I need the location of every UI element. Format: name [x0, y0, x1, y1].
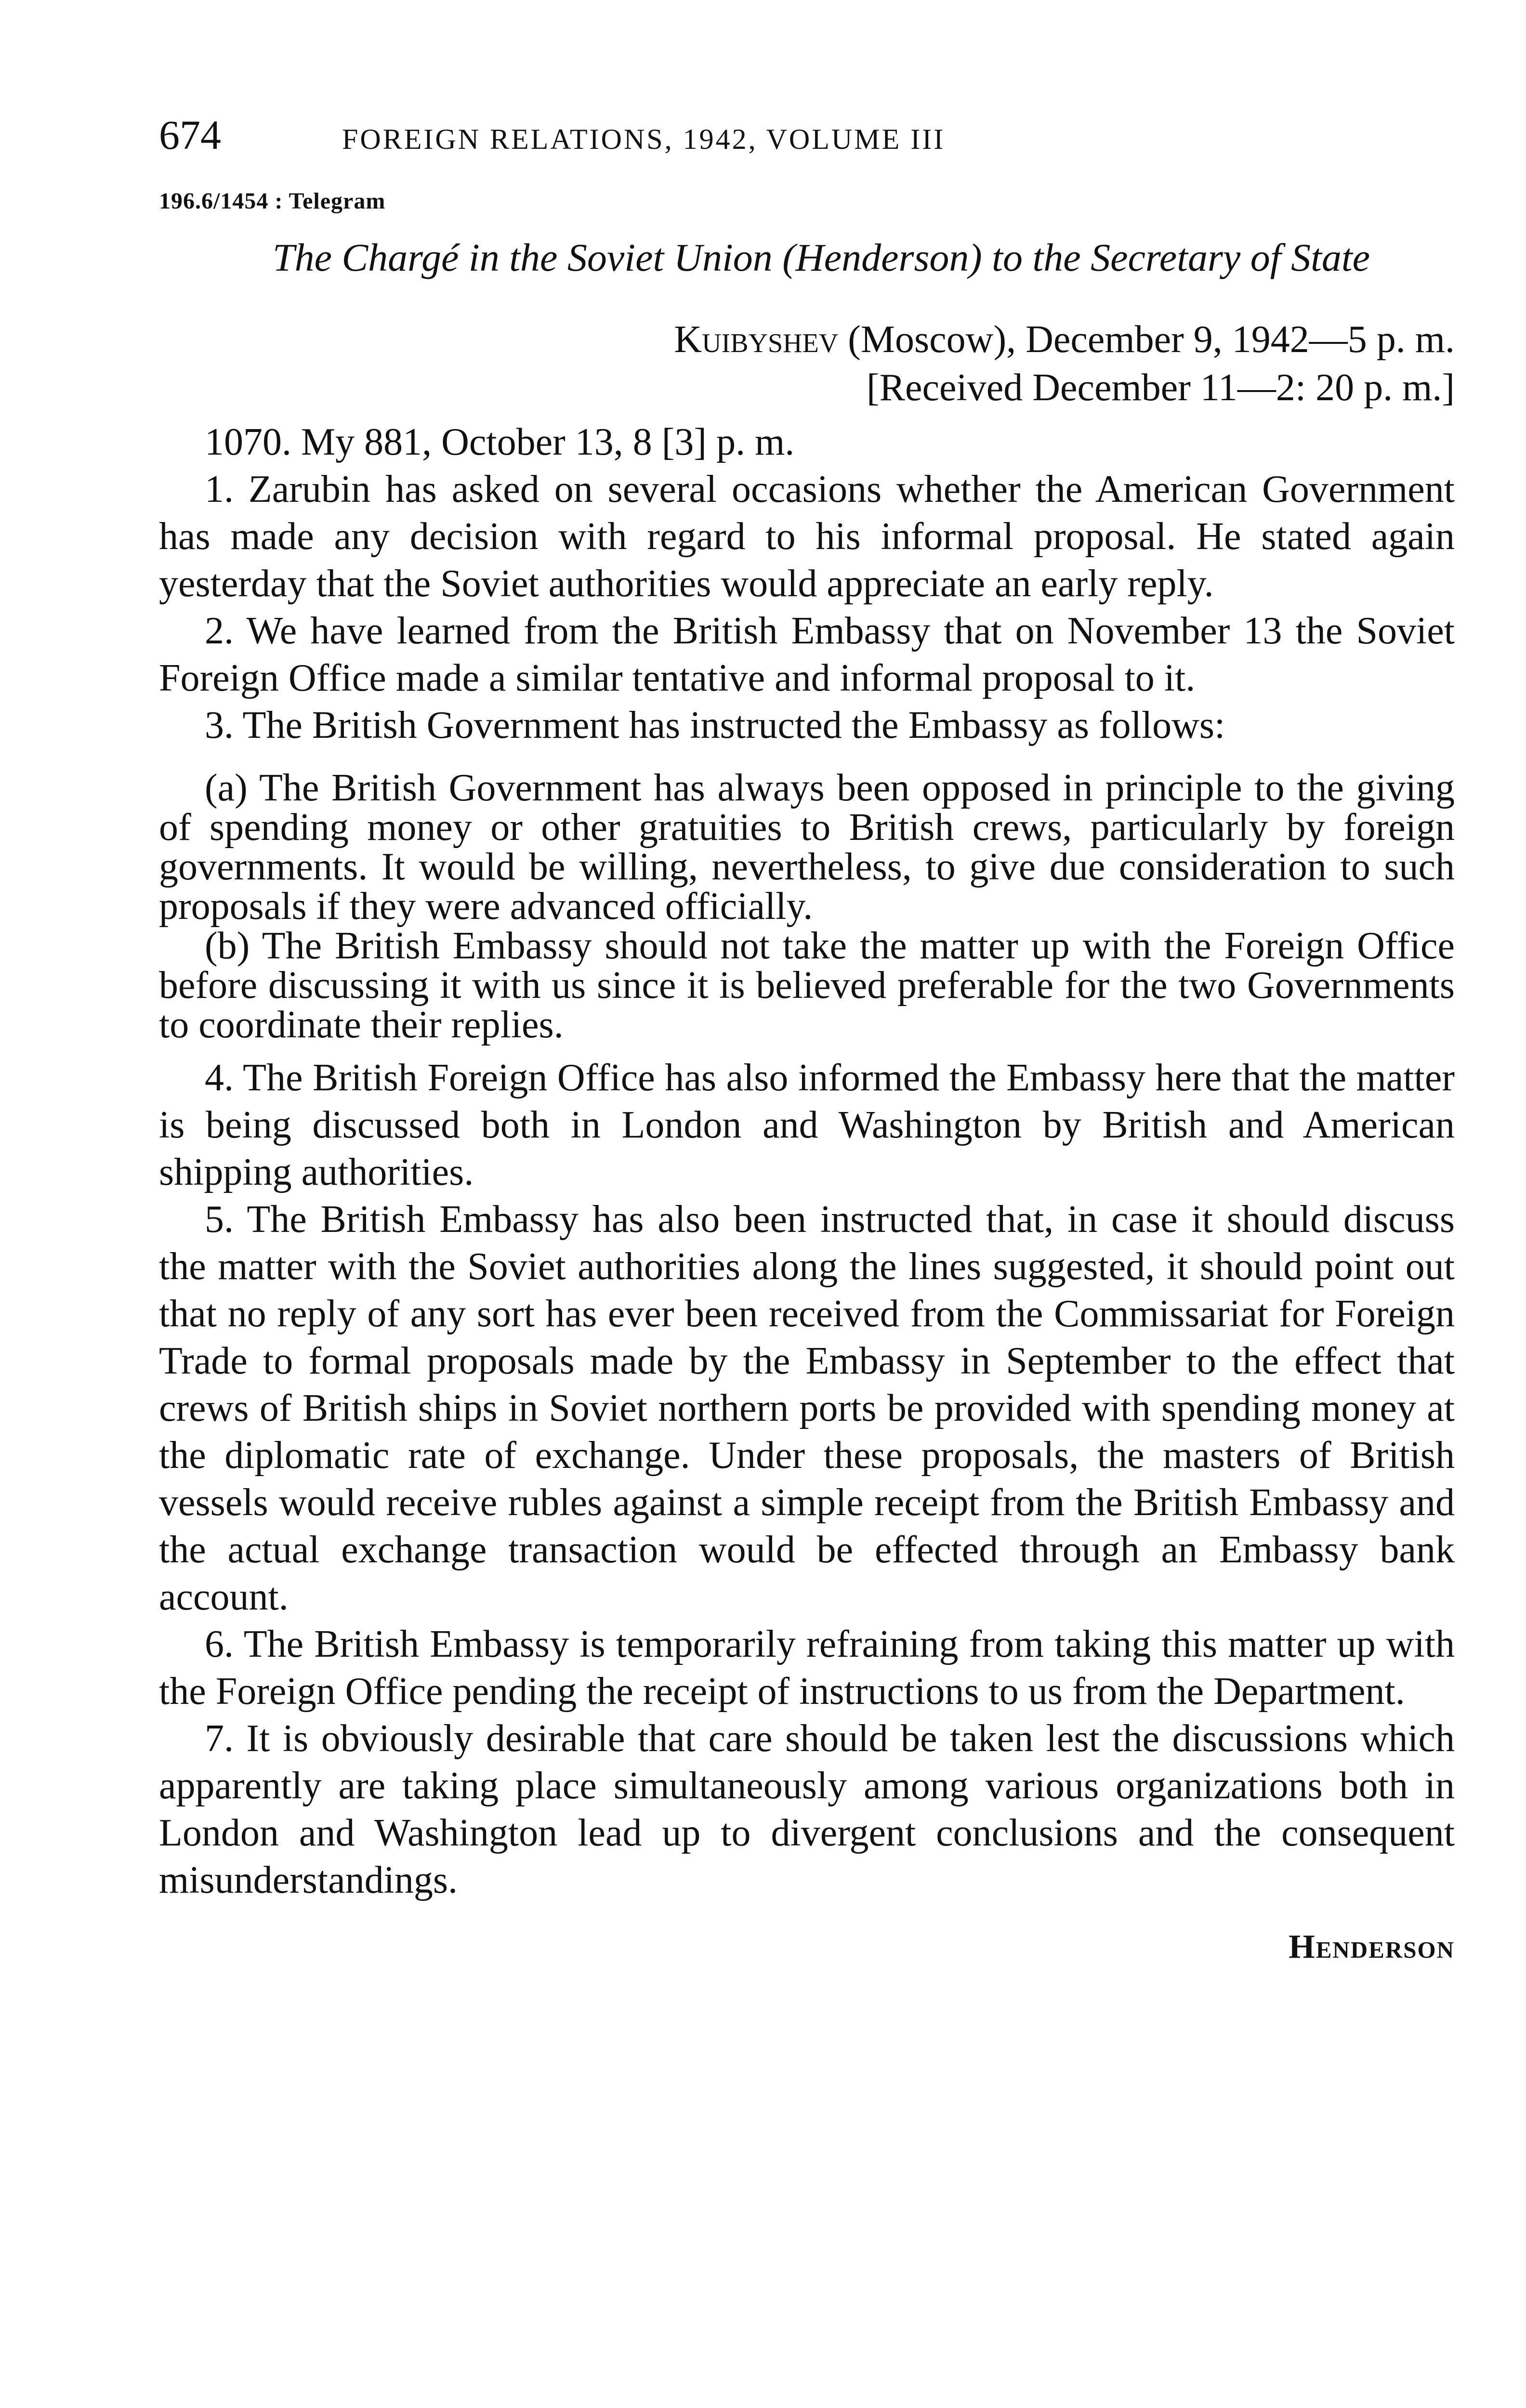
file-reference: 196.6/1454 : Telegram — [159, 188, 386, 214]
signature: Henderson — [1289, 1928, 1455, 1965]
dateline — [159, 315, 1455, 412]
dateline-sent — [159, 315, 1455, 364]
paragraph-1: 1. Zarubin has asked on several occasions whether the American Government has made any decision with regard to his informal proposal. He stated again yesterday that the Soviet authorities would appreciate an early reply. — [159, 468, 1455, 605]
running-head: FOREIGN RELATIONS, 1942, VOLUME III — [342, 123, 946, 155]
subparagraph-b: (b) The British Embassy should not take the matter up with the Foreign Office before discussing it with us since it is believed preferable for the two Governments to coordinate their replies. — [159, 925, 1455, 1046]
paragraph-4: 4. The British Foreign Office has also informed the Embassy here that the matter is being discussed both in London and Washington by British and American shipping authorities. — [159, 1057, 1455, 1193]
paragraph-6: 6. The British Embassy is temporarily refraining from taking this matter up with the Foreign Office pending the receipt of instructions to us from the Department. — [159, 1623, 1455, 1713]
subparagraph-a: (a) The British Government has always been opposed in principle to the giving of spending money or other gratuities to British crews, particularly by foreign governments. It would be willing, nevertheless, to give due consideration to such proposals if they were advanced officially. — [159, 767, 1455, 928]
page-header — [159, 111, 1455, 178]
dateline-received: [Received December 11—2: 20 p. m.] — [866, 366, 1455, 409]
paragraph-5: 5. The British Embassy has also been instructed that, in case it should discuss the matter with the Soviet authorities along the lines suggested, it should point out that no reply of any sort has ever been received from the Commissariat for Foreign Trade to formal proposals made by the Embassy in September to the effect that crews of British ships in Soviet northern ports be provided with spending money at the diplomatic rate of exchange. Under these proposals, the masters of British vessels would receive rubles against a simple receipt from the British Embassy and the actual exchange transaction would be effected through an Embassy bank account. — [159, 1198, 1455, 1618]
paragraph-7: 7. It is obviously desirable that care should be taken lest the discussions which apparently are taking place simultaneously among various organizations both in London and Washington lead up to divergent conclusions and the consequent misunderstandings. — [159, 1717, 1455, 1901]
paragraph-2: 2. We have learned from the British Embassy that on November 13 the Soviet Foreign Office made a similar tentative and informal proposal to it. — [159, 610, 1455, 699]
reference-line: 1070. My 881, October 13, 8 [3] p. m. — [205, 421, 795, 463]
page-number: 674 — [159, 112, 221, 158]
document-page — [159, 111, 1455, 1966]
dateline-sent-time: (Moscow), December 9, 1942—5 p. m. — [848, 318, 1455, 361]
document-title: The Chargé in the Soviet Union (Henderson) to the Secretary of State — [272, 236, 1370, 279]
dateline-place: Kuibyshev — [674, 318, 839, 361]
instructions-block — [159, 768, 1455, 1045]
paragraph-3: 3. The British Government has instructed the Embassy as follows: — [205, 704, 1225, 746]
